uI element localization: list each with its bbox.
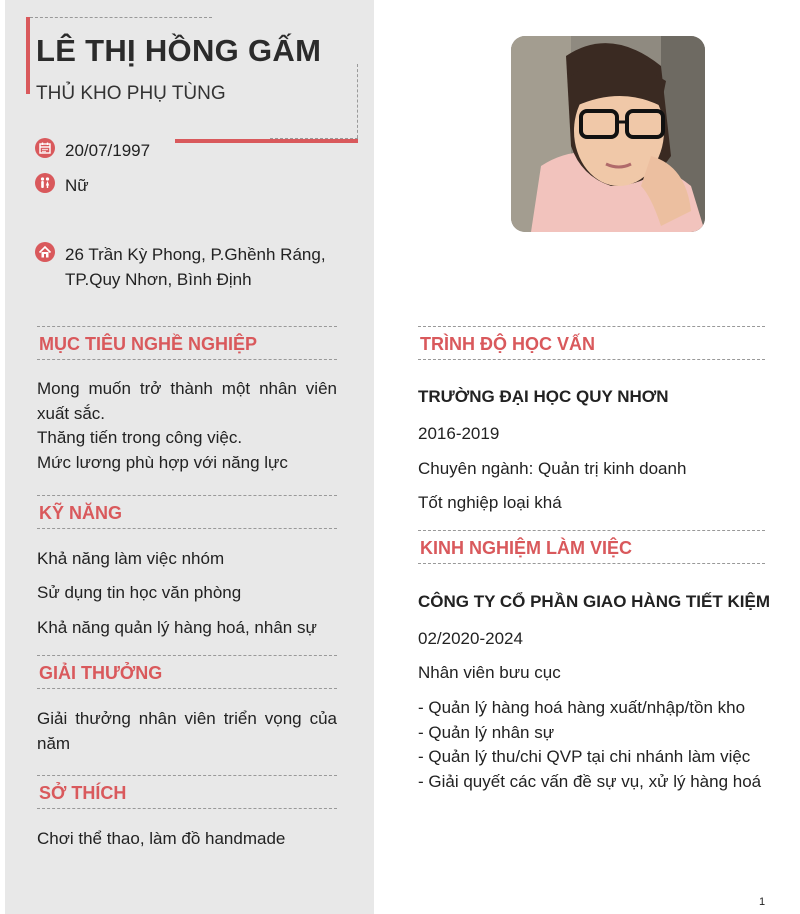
skill-item: Sử dụng tin học văn phòng — [37, 583, 242, 602]
duty-item: - Quản lý thu/chi QVP tại chi nhánh làm việc — [418, 747, 751, 766]
job-title: THỦ KHO PHỤ TÙNG — [36, 83, 226, 104]
duty-item: - Quản lý nhân sự — [418, 723, 555, 742]
gender-value: Nữ — [65, 176, 89, 195]
header-dashed-line-right — [357, 64, 358, 138]
hobbies-text: Chơi thể thao, làm đồ handmade — [37, 829, 286, 848]
header-accent-bar-left — [26, 17, 30, 94]
objective-heading: MỤC TIÊU NGHỀ NGHIỆP — [37, 326, 337, 360]
experience-period: 02/2020-2024 — [418, 629, 523, 648]
header-dashed-line-top — [30, 17, 212, 18]
gender-icon — [35, 173, 55, 193]
education-grade: Tốt nghiệp loại khá — [418, 493, 562, 512]
birthday-value: 20/07/1997 — [65, 141, 151, 160]
award-text: Giải thưởng nhân viên triển vọng của năm — [37, 709, 337, 753]
page-number: 1 — [759, 896, 766, 908]
calendar-icon — [35, 138, 55, 158]
duty-item: - Quản lý hàng hoá hàng xuất/nhập/tồn kho — [418, 698, 746, 717]
company-name: CÔNG TY CỔ PHẦN GIAO HÀNG TIẾT KIỆM — [418, 592, 770, 611]
objective-line-1: Mong muốn trở thành một nhân viên xuất sắc. — [37, 379, 337, 423]
home-icon — [35, 242, 55, 262]
education-period: 2016-2019 — [418, 424, 500, 443]
candidate-name: LÊ THỊ HỒNG GẤM — [36, 33, 322, 68]
duty-item: - Giải quyết các vấn đề sự vụ, xử lý hàng hoá — [418, 772, 762, 791]
education-heading: TRÌNH ĐỘ HỌC VẤN — [418, 326, 765, 360]
experience-role: Nhân viên bưu cục — [418, 663, 561, 682]
skills-heading: KỸ NĂNG — [37, 495, 337, 529]
school-name: TRƯỜNG ĐẠI HỌC QUY NHƠN — [418, 387, 669, 406]
header-accent-bar-bottom — [175, 139, 358, 143]
address-line-2: TP.Quy Nhơn, Bình Định — [65, 270, 252, 289]
skill-item: Khả năng quản lý hàng hoá, nhân sự — [37, 618, 317, 637]
objective-line-2: Thăng tiến trong công việc. — [37, 428, 243, 447]
experience-heading: KINH NGHIỆM LÀM VIỆC — [418, 530, 765, 564]
profile-photo — [511, 36, 705, 232]
awards-heading: GIẢI THƯỞNG — [37, 655, 337, 689]
education-major: Chuyên ngành: Quản trị kinh doanh — [418, 459, 687, 478]
hobbies-heading: SỞ THÍCH — [37, 775, 337, 809]
address-line-1: 26 Trần Kỳ Phong, P.Ghềnh Ráng, — [65, 245, 326, 264]
objective-line-3: Mức lương phù hợp với năng lực — [37, 453, 288, 472]
skill-item: Khả năng làm việc nhóm — [37, 549, 225, 568]
